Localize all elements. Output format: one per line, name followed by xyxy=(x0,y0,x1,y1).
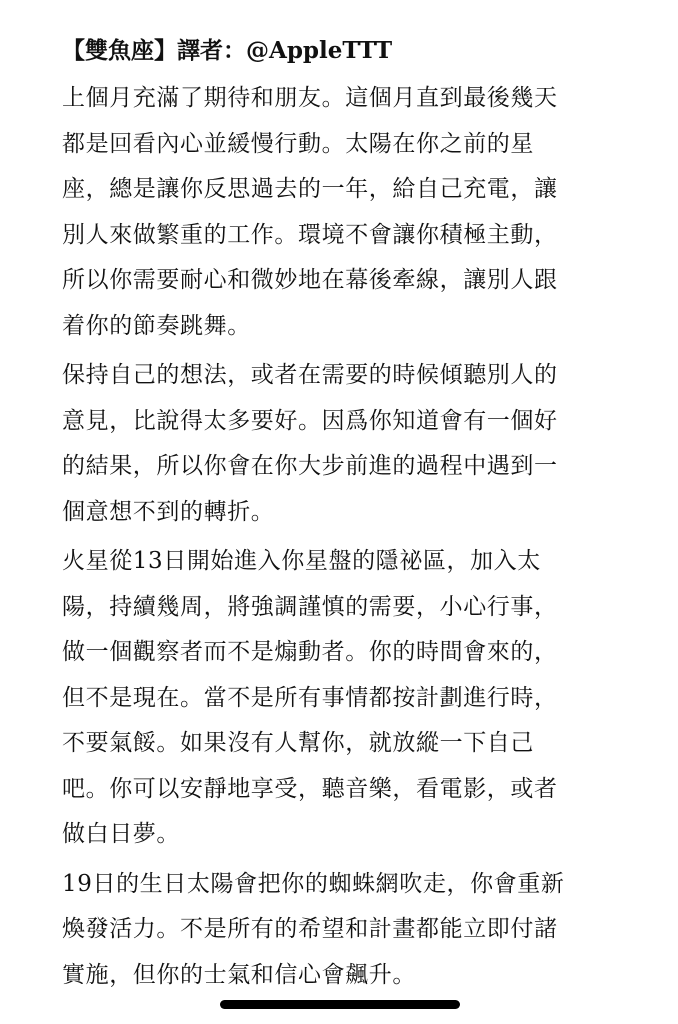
home-indicator[interactable] xyxy=(220,1000,460,1009)
text-line: 陽，持續幾周，將強調謹慎的需要，小心行事， xyxy=(62,593,558,620)
paragraph-2 xyxy=(62,353,622,535)
text-line: 意見，比說得太多要好。因爲你知道會有一個好 xyxy=(62,407,558,434)
paragraph-4 xyxy=(62,862,622,999)
article xyxy=(62,26,622,1002)
text-line: 不要氣餒。如果沒有人幫你，就放縱一下自己 xyxy=(62,730,534,756)
text-line: 所以你需要耐心和微妙地在幕後牽線，讓別人跟 xyxy=(62,267,558,293)
text-line: 做白日夢。 xyxy=(62,821,180,847)
text-line: 保持自己的想法，或者在需要的時候傾聽別人的 xyxy=(62,362,558,388)
text-line: 上個月充滿了期待和朋友。這個月直到最後幾天 xyxy=(62,85,558,111)
paragraph-3 xyxy=(62,539,622,858)
paragraph-1 xyxy=(62,76,622,349)
text-line: 着你的節奏跳舞。 xyxy=(62,312,251,339)
text-line: 座，總是讓你反思過去的一年，給自己充電，讓 xyxy=(62,176,558,202)
text-line: 吧。你可以安靜地享受，聽音樂，看電影，或者 xyxy=(62,775,558,802)
text-line: 的結果，所以你會在你大步前進的過程中遇到一 xyxy=(62,453,558,479)
text-line: 別人來做繁重的工作。環境不會讓你積極主動， xyxy=(62,221,558,248)
article-title: 【雙魚座】譯者：@AppleTTT xyxy=(62,37,393,64)
text-line: 實施，但你的士氣和信心會飆升。 xyxy=(62,961,416,988)
text-line: 做一個觀察者而不是煽動者。你的時間會來的， xyxy=(62,639,558,665)
text-line: 煥發活力。不是所有的希望和計畫都能立即付諸 xyxy=(62,916,558,942)
text-line: 但不是現在。當不是所有事情都按計劃進行時， xyxy=(62,684,558,711)
text-line: 19日的生日太陽會把你的蜘蛛網吹走，你會重新 xyxy=(62,870,565,897)
text-line: 個意想不到的轉折。 xyxy=(62,498,275,525)
text-line: 都是回看內心並緩慢行動。太陽在你之前的星 xyxy=(62,130,534,157)
text-line: 火星從13日開始進入你星盤的隱祕區，加入太 xyxy=(62,548,541,574)
